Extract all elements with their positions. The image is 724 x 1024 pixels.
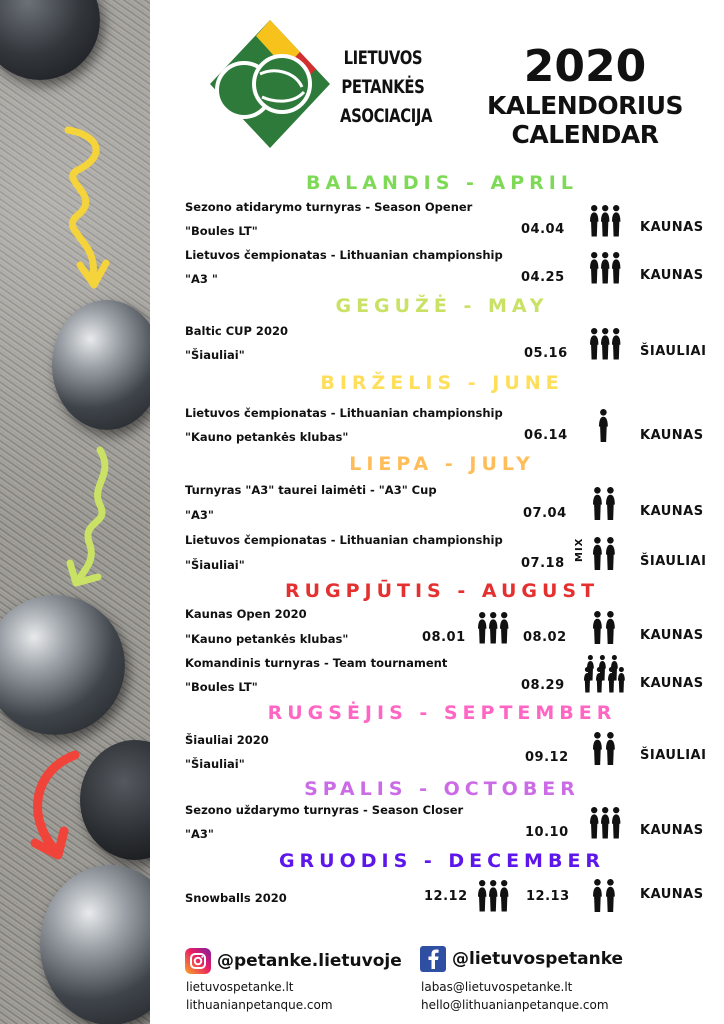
org-line: PETANKĖS xyxy=(341,76,425,98)
association-logo-icon xyxy=(190,12,340,152)
player-triplets-icon xyxy=(478,610,510,646)
event-date-2: 12.13 xyxy=(526,889,570,904)
website-en-link[interactable]: lithuanianpetanque.com xyxy=(186,998,333,1012)
event-date: 12.12 xyxy=(424,889,468,904)
event-organizer: "Boules LT" xyxy=(185,680,258,694)
month-heading-december: GRUODIS - DECEMBER xyxy=(278,850,606,872)
event-organizer: "Kauno petankės klubas" xyxy=(185,632,349,646)
event-title: Turnyras "A3" taurei laimėti - "A3" Cup xyxy=(185,483,437,497)
month-heading-may: GEGUŽĖ - MAY xyxy=(335,295,549,317)
player-doubles-icon xyxy=(592,485,618,521)
event-title: Šiauliai 2020 xyxy=(185,733,269,747)
event-city: KAUNAS xyxy=(640,676,704,691)
month-heading-october: SPALIS - OCTOBER xyxy=(304,778,580,800)
event-organizer: "A3 " xyxy=(185,272,218,286)
event-organizer: "Boules LT" xyxy=(185,224,258,238)
event-title: Lietuvos čempionatas - Lithuanian championship xyxy=(185,248,503,262)
player-doubles-icon xyxy=(592,877,618,913)
event-city: KAUNAS xyxy=(640,628,704,643)
player-triplets-icon xyxy=(590,326,622,362)
green-squiggle-arrow-icon xyxy=(60,445,130,595)
event-date-2: 08.02 xyxy=(523,630,567,645)
facebook-handle: @lietuvospetanke xyxy=(452,949,624,969)
event-title: Snowballs 2020 xyxy=(185,891,287,905)
event-city: KAUNAS xyxy=(640,887,704,902)
player-single-icon xyxy=(598,407,610,443)
event-city: KAUNAS xyxy=(640,220,704,235)
email-en-link[interactable]: hello@lithuanianpetanque.com xyxy=(421,998,609,1012)
player-triplets-icon xyxy=(478,878,510,914)
yellow-squiggle-arrow-icon xyxy=(58,125,118,295)
petanque-ball xyxy=(0,595,125,735)
event-organizer: "Šiauliai" xyxy=(185,757,245,771)
org-line: LIETUVOS xyxy=(343,47,423,69)
event-title: Baltic CUP 2020 xyxy=(185,324,288,338)
event-city: ŠIAULIAI xyxy=(640,748,707,763)
event-organizer: "A3" xyxy=(185,508,214,522)
event-title: Lietuvos čempionatas - Lithuanian championship xyxy=(185,533,503,547)
petanque-ball xyxy=(40,865,150,1024)
month-heading-june: BIRŽELIS - JUNE xyxy=(320,372,564,394)
mix-tag: MIX xyxy=(574,537,585,562)
event-date: 10.10 xyxy=(525,825,569,840)
event-date: 06.14 xyxy=(524,428,568,443)
event-title: Lietuvos čempionatas - Lithuanian championship xyxy=(185,406,503,420)
event-city: ŠIAULIAI xyxy=(640,344,707,359)
petanque-photo-strip xyxy=(0,0,150,1024)
organization-name xyxy=(340,44,433,131)
event-city: KAUNAS xyxy=(640,504,704,519)
month-heading-august: RUGPJŪTIS - AUGUST xyxy=(284,580,600,602)
event-city: ŠIAULIAI xyxy=(640,554,707,569)
event-title: Sezono uždarymo turnyras - Season Closer xyxy=(185,803,464,817)
facebook-icon xyxy=(420,946,446,972)
petanque-ball xyxy=(80,740,150,860)
event-organizer: "Šiauliai" xyxy=(185,348,245,362)
org-line: ASOCIACIJA xyxy=(340,105,433,127)
month-heading-april: BALANDIS - APRIL xyxy=(306,172,578,194)
event-date: 07.04 xyxy=(523,506,567,521)
petanque-ball xyxy=(52,300,150,430)
player-doubles-icon xyxy=(592,730,618,766)
instagram-link[interactable] xyxy=(185,948,402,974)
website-lt-link[interactable]: lietuvospetanke.lt xyxy=(186,980,294,994)
event-date: 04.04 xyxy=(521,222,565,237)
instagram-icon xyxy=(185,948,211,974)
event-date: 08.01 xyxy=(422,630,466,645)
month-heading-july: LIEPA - JULY xyxy=(349,453,535,475)
title-en: CALENDAR xyxy=(511,120,659,149)
instagram-handle: @petanke.lietuvoje xyxy=(217,951,402,971)
title-lt: KALENDORIUS xyxy=(486,91,683,120)
player-team-icon xyxy=(584,655,626,697)
event-title: Kaunas Open 2020 xyxy=(185,607,307,621)
event-date: 07.18 xyxy=(521,556,565,571)
month-heading-september: RUGSĖJIS - SEPTEMBER xyxy=(267,702,617,724)
facebook-link[interactable] xyxy=(420,946,623,972)
player-doubles-icon xyxy=(592,609,618,645)
event-city: KAUNAS xyxy=(640,823,704,838)
player-triplets-icon xyxy=(590,203,622,239)
email-lt-link[interactable]: labas@lietuvospetanke.lt xyxy=(421,980,573,994)
event-date: 05.16 xyxy=(524,346,568,361)
event-date: 08.29 xyxy=(521,678,565,693)
event-city: KAUNAS xyxy=(640,268,704,283)
red-curved-arrow-icon xyxy=(20,745,90,865)
event-city: KAUNAS xyxy=(640,428,704,443)
event-organizer: "A3" xyxy=(185,827,214,841)
event-organizer: "Šiauliai" xyxy=(185,558,245,572)
player-doubles-icon xyxy=(592,535,618,571)
event-date: 09.12 xyxy=(525,750,569,765)
event-date: 04.25 xyxy=(521,270,565,285)
event-organizer: "Kauno petankės klubas" xyxy=(185,430,349,444)
player-triplets-icon xyxy=(590,805,622,841)
event-title: Komandinis turnyras - Team tournament xyxy=(185,656,448,670)
player-triplets-icon xyxy=(590,250,622,286)
event-title: Sezono atidarymo turnyras - Season Opener xyxy=(185,200,473,214)
petanque-ball xyxy=(0,0,100,80)
calendar-year: 2020 xyxy=(523,41,647,92)
